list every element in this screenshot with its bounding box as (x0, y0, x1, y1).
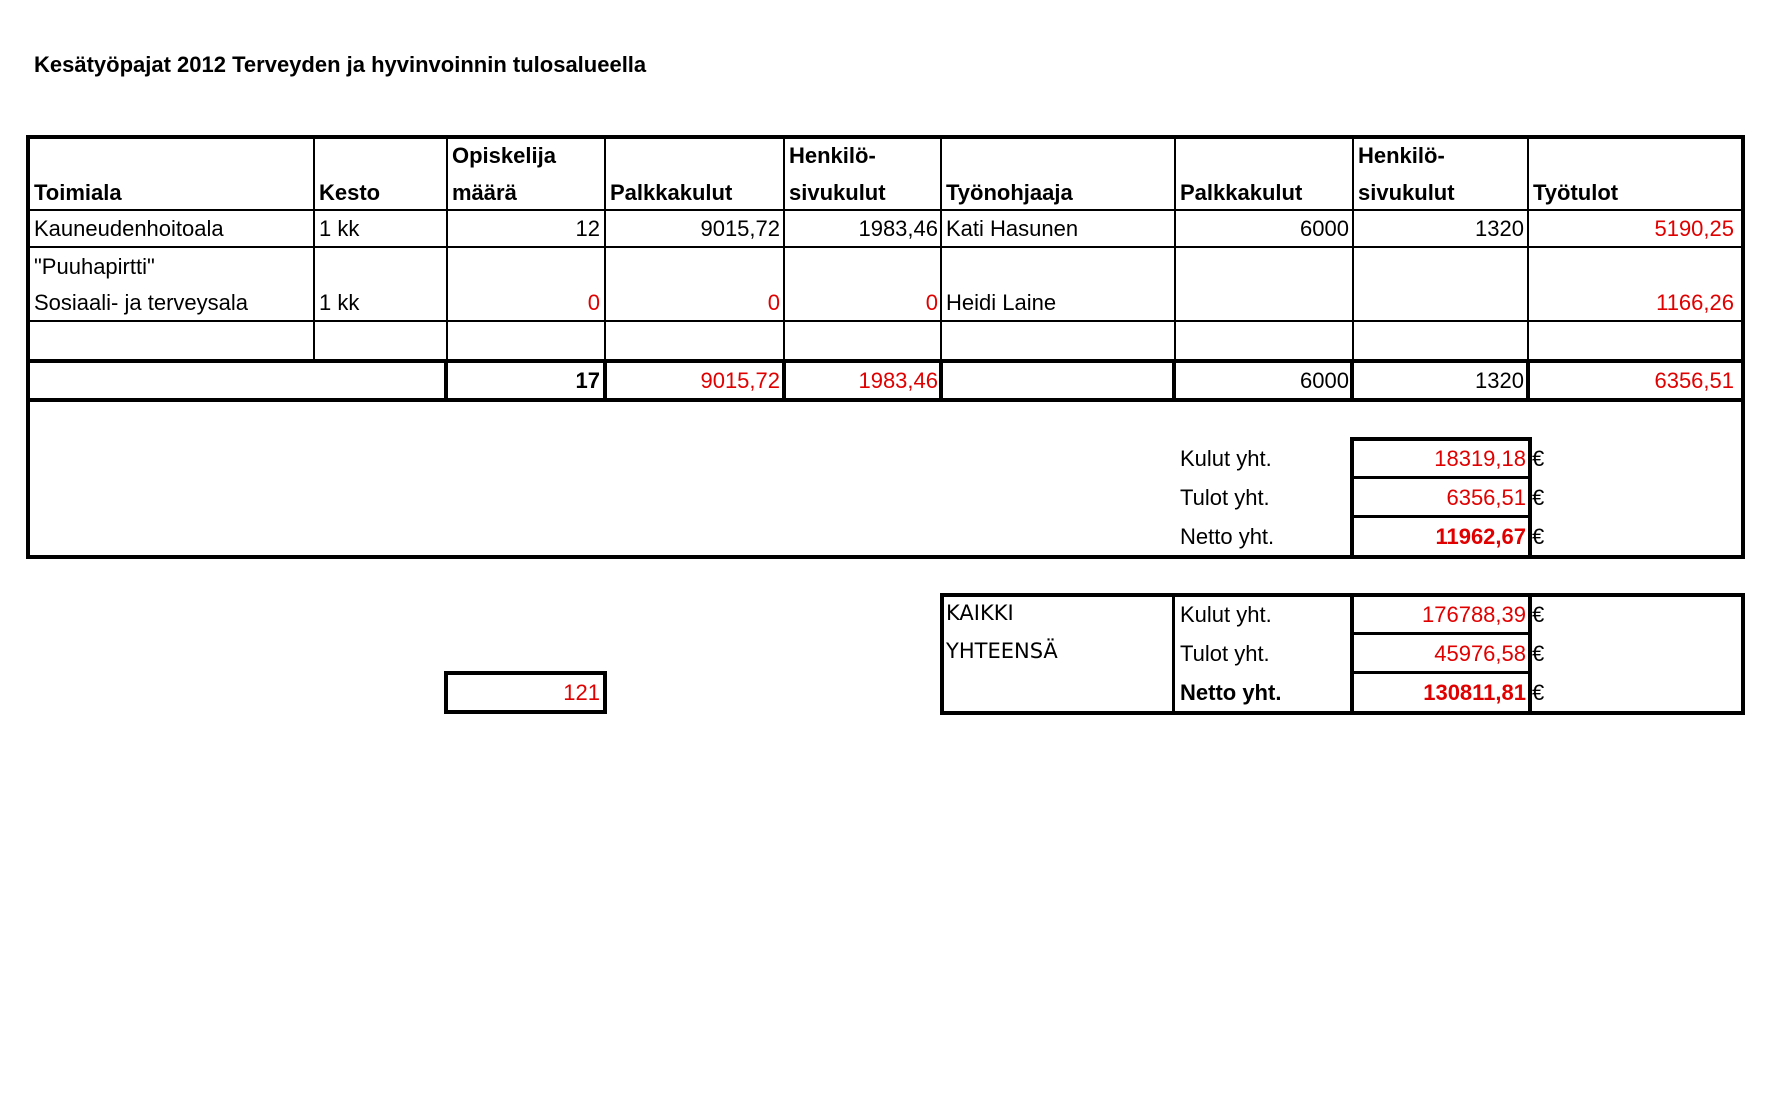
all-kulut-label: Kulut yht. (1180, 602, 1272, 627)
header-henkilo: Henkilö- (789, 143, 876, 168)
total-tyotulot: 6356,51 (1654, 368, 1734, 393)
header-kesto: Kesto (319, 180, 381, 205)
cell-tyotulot: 1166,26 (1656, 290, 1734, 315)
euro-sign: € (1532, 524, 1545, 549)
cell-palkkakulut-2: 6000 (1300, 216, 1349, 241)
col-divider (1352, 139, 1354, 361)
total-sivukulut: 1983,46 (858, 368, 938, 393)
header-toimiala: Toimiala (34, 180, 122, 205)
totals-divider-top (28, 359, 1743, 363)
total-sivukulut-2: 1320 (1475, 368, 1524, 393)
cell-kesto: 1 kk (319, 290, 360, 315)
cell-palkkakulut: 0 (767, 290, 780, 315)
all-tulot-value: 45976,58 (1434, 641, 1526, 666)
col-divider (940, 139, 942, 361)
col-divider (1172, 597, 1175, 711)
summary-divider (1352, 515, 1530, 518)
header-palkkakulut-2: Palkkakulut (1180, 180, 1303, 205)
euro-sign: € (1532, 641, 1545, 666)
header-sivukulut-2: sivukulut (1358, 180, 1455, 205)
cell-sivukulut: 0 (925, 290, 938, 315)
col-divider (1527, 139, 1529, 361)
total-opiskelijat: 17 (575, 368, 600, 393)
col-divider (313, 139, 315, 361)
euro-sign: € (1532, 680, 1545, 705)
col-divider (1174, 139, 1176, 361)
student-total: 121 (563, 680, 600, 705)
total-palkkakulut-2: 6000 (1300, 368, 1349, 393)
header-divider (28, 209, 1743, 211)
cell-opiskelijat: 0 (587, 290, 600, 315)
cell-kesto: 1 kk (319, 216, 360, 241)
kaikki-label: KAIKKI (946, 601, 1014, 625)
total-palkkakulut: 9015,72 (700, 368, 780, 393)
cell-sivukulut-2: 1320 (1475, 216, 1524, 241)
header-sivukulut: sivukulut (789, 180, 886, 205)
all-totals-border (940, 593, 1745, 715)
summary-divider (1352, 476, 1530, 479)
header-opiskelija-maara: määrä (452, 180, 517, 205)
kulut-value: 18319,18 (1434, 446, 1526, 471)
col-divider (783, 139, 785, 361)
cell-tyonohjaaja: Kati Hasunen (946, 216, 1079, 241)
cell-sivukulut: 1983,46 (858, 216, 938, 241)
yhteensa-label: YHTEENSÄ (946, 639, 1058, 663)
all-netto-value: 130811,81 (1423, 680, 1526, 705)
cell-toimiala-line1: "Puuhapirtti" (34, 254, 155, 279)
totals-divider-bottom (28, 398, 1743, 402)
all-tulot-label: Tulot yht. (1180, 641, 1270, 666)
euro-sign: € (1532, 602, 1545, 627)
all-divider (1352, 671, 1530, 674)
header-henkilo-2: Henkilö- (1358, 143, 1445, 168)
all-netto-label: Netto yht. (1180, 680, 1282, 705)
header-tyonohjaaja: Työnohjaaja (946, 180, 1073, 205)
euro-sign: € (1532, 446, 1545, 471)
tulot-label: Tulot yht. (1180, 485, 1270, 510)
cell-toimiala: Kauneudenhoitoala (34, 216, 224, 241)
row-divider (28, 320, 1743, 322)
euro-sign: € (1532, 485, 1545, 510)
cell-opiskelijat: 12 (575, 216, 600, 241)
header-opiskelija: Opiskelija (452, 143, 556, 168)
tulot-value: 6356,51 (1446, 485, 1526, 510)
cell-palkkakulut: 9015,72 (700, 216, 780, 241)
netto-value: 11962,67 (1435, 524, 1526, 549)
cell-tyotulot: 5190,25 (1654, 216, 1734, 241)
header-palkkakulut: Palkkakulut (610, 180, 733, 205)
col-divider (604, 139, 606, 361)
col-divider (939, 359, 943, 402)
header-tyotulot: Työtulot (1533, 180, 1619, 205)
cell-toimiala: Sosiaali- ja terveysala (34, 290, 248, 315)
all-kulut-value: 176788,39 (1422, 602, 1526, 627)
kulut-label: Kulut yht. (1180, 446, 1272, 471)
all-divider (1352, 632, 1530, 635)
row-divider (28, 246, 1743, 248)
page-title: Kesätyöpajat 2012 Terveyden ja hyvinvoinnin tulosalueella (34, 52, 647, 77)
cell-tyonohjaaja: Heidi Laine (946, 290, 1057, 315)
netto-label: Netto yht. (1180, 524, 1275, 549)
col-divider (446, 139, 448, 361)
